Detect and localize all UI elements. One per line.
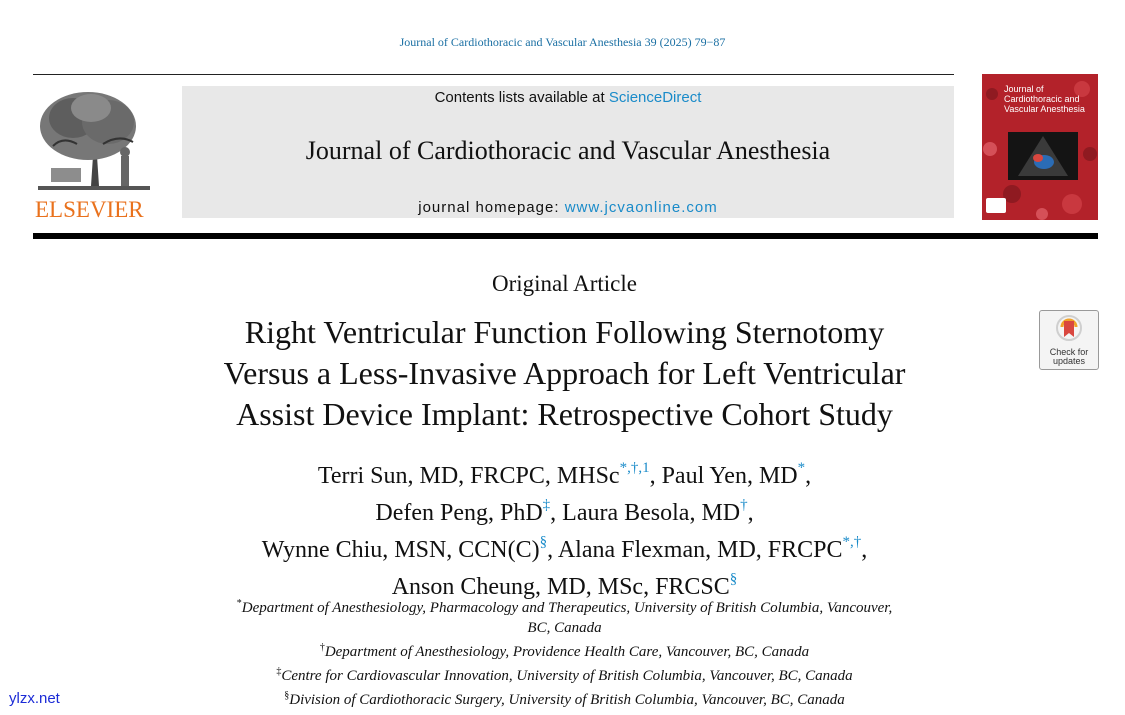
contents-line — [182, 89, 954, 106]
elsevier-wordmark: ELSEVIER — [35, 197, 144, 220]
article-title-line: Versus a Less-Invasive Approach for Left Ventricular — [223, 355, 906, 391]
article-title-line: Right Ventricular Function Following Sternotomy — [244, 314, 885, 350]
header-thick-rule — [33, 233, 1098, 239]
cover-society-logo — [986, 198, 1006, 213]
watermark: ylzx.net — [9, 690, 60, 707]
cover-title-line: Cardiothoracic and — [1004, 94, 1080, 104]
author-name[interactable]: Laura Besola, MD — [562, 500, 741, 526]
cover-title-line: Journal of — [1004, 84, 1044, 94]
affiliation-text: Department of Anesthesiology, Pharmacology and Therapeutics, University of British Columbia, Vancouver, — [241, 600, 893, 616]
author-line — [0, 455, 1125, 492]
affiliation-item — [0, 686, 1125, 710]
author-separator: , — [805, 463, 812, 489]
affiliation-text: Department of Anesthesiology, Providence Health Care, Vancouver, BC, Canada — [324, 644, 810, 660]
badge-label — [1040, 348, 1098, 366]
journal-citation[interactable]: Journal of Cardiothoracic and Vascular Anesthesia 39 (2025) 79−87 — [399, 35, 726, 49]
cover-title — [1004, 84, 1096, 114]
elsevier-logo[interactable] — [33, 86, 155, 220]
affiliation-item — [0, 638, 1125, 662]
badge-label-line: Check for — [1049, 347, 1089, 357]
bookmark-icon — [1056, 315, 1082, 345]
author-separator: , — [550, 500, 563, 526]
author-affiliation-mark[interactable]: § — [539, 534, 548, 550]
author-affiliation-mark[interactable]: *,† — [842, 534, 862, 550]
cover-title-line: Vascular Anesthesia — [1004, 104, 1085, 114]
homepage-link[interactable]: www.jcvaonline.com — [564, 199, 718, 216]
author-name[interactable]: Paul Yen, MD — [661, 463, 798, 489]
header-divider — [33, 74, 954, 75]
journal-cover[interactable] — [982, 74, 1098, 220]
author-name[interactable]: Terri Sun, MD, FRCPC, MHSc — [317, 463, 620, 489]
affiliation-text: BC, Canada — [527, 620, 602, 636]
journal-banner — [182, 86, 954, 218]
author-affiliation-mark[interactable]: § — [729, 571, 738, 587]
badge-label-line: updates — [1052, 356, 1086, 366]
affiliation-mark: § — [284, 690, 290, 701]
affiliation-text: Division of Cardiothoracic Surgery, University of British Columbia, Vancouver, BC, Canada — [289, 692, 845, 708]
author-affiliation-mark[interactable]: † — [740, 497, 748, 513]
affiliation-list — [0, 594, 1125, 710]
affiliation-item — [0, 662, 1125, 686]
author-separator: , — [747, 500, 754, 526]
author-affiliation-mark[interactable]: ‡ — [542, 497, 551, 513]
cover-echo-graphic — [1008, 132, 1078, 180]
author-name[interactable]: Wynne Chiu, MSN, CCN(C) — [261, 537, 540, 563]
sciencedirect-link[interactable]: ScienceDirect — [608, 89, 702, 106]
affiliation-mark: † — [319, 642, 325, 653]
author-name[interactable]: Defen Peng, PhD — [375, 500, 543, 526]
check-for-updates-badge[interactable] — [1039, 310, 1099, 370]
article-title-line: Assist Device Implant: Retrospective Cohort Study — [236, 396, 893, 432]
author-list — [0, 455, 1125, 603]
author-name[interactable]: Alana Flexman, MD, FRCPC — [557, 537, 843, 563]
author-name[interactable]: Anson Cheung, MD, MSc, FRCSC — [391, 574, 730, 600]
homepage-line — [182, 199, 954, 216]
elsevier-tree-icon — [33, 86, 155, 220]
affiliation-text: Centre for Cardiovascular Innovation, University of British Columbia, Vancouver, BC, Canada — [281, 668, 853, 684]
affiliation-item — [0, 594, 1125, 618]
article-title — [0, 312, 1125, 435]
cover-echo-image — [1008, 132, 1078, 180]
author-affiliation-mark[interactable]: * — [797, 460, 806, 476]
article-type: Original Article — [492, 271, 637, 296]
author-separator: , — [649, 463, 662, 489]
author-line — [0, 529, 1125, 566]
journal-title: Journal of Cardiothoracic and Vascular Anesthesia — [305, 136, 831, 165]
affiliation-item — [0, 618, 1125, 638]
affiliation-mark: * — [236, 598, 242, 609]
author-line — [0, 492, 1125, 529]
homepage-prefix: journal homepage: — [418, 199, 565, 216]
affiliation-mark: ‡ — [276, 666, 282, 677]
author-separator: , — [861, 537, 868, 563]
author-separator: , — [547, 537, 558, 563]
author-affiliation-mark[interactable]: *,†,1 — [619, 460, 650, 476]
contents-prefix: Contents lists available at — [434, 89, 609, 106]
